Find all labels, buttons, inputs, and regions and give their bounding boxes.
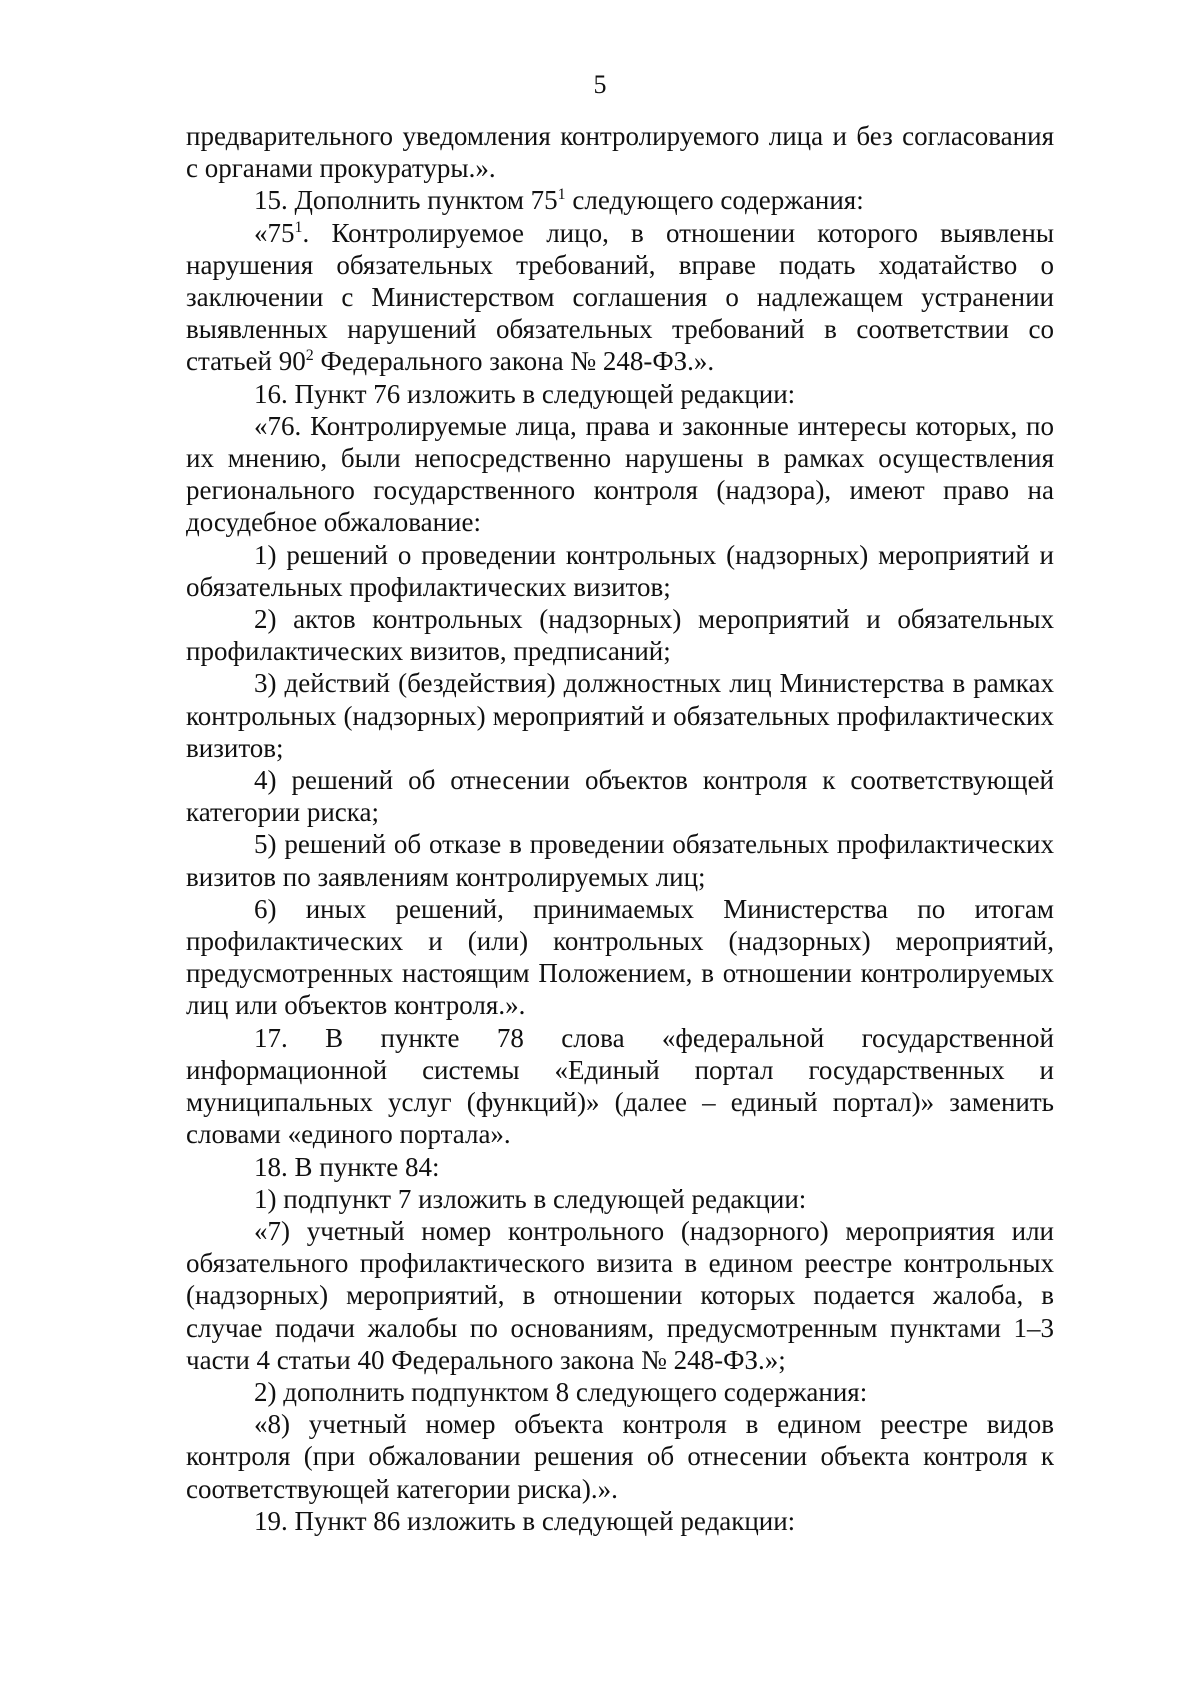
paragraph: «7) учетный номер контрольного (надзорного) мероприятия или обязательного профилактического визита в едином реестре контрольных (надзорных) мероприятий, в отношении которых подается жалоба, в случае подачи жалобы по основаниям, предусмотренным пунктами 1–3 части 4 статьи 40 Федерального закона № 248-ФЗ.»;: [186, 1215, 1054, 1375]
list-item: 2) дополнить подпунктом 8 следующего содержания:: [254, 1376, 868, 1407]
paragraph: «$75^1$. Контролируемое лицо, в отношении которого выявлены нарушения обязательных требований, вправе подать ходатайство о заключении с Министерством соглашения о надлежащем устранении выявленных нарушений обязательных требований в соответствии со статьей $90^2$ Федерального закона № 248-ФЗ.».: [186, 217, 1054, 377]
list-item: 2) актов контрольных (надзорных) мероприятий и обязательных профилактических визитов, предписаний;: [186, 604, 1054, 667]
list-item: 6) иных решений, принимаемых Министерства по итогам профилактических и (или) контрольных (надзорных) мероприятий, предусмотренных настоящим Положением, в отношении контролируемых лиц или объектов контроля.».: [186, 893, 1054, 1021]
paragraph: «76. Контролируемые лица, права и законные интересы которых, по их мнению, были непосредственно нарушены в рамках осуществления регионального государственного контроля (надзора), имеют право на досудебное обжалование:: [186, 410, 1054, 538]
paragraph: 19. Пункт 86 изложить в следующей редакции:: [254, 1505, 796, 1536]
list-item: 4) решений об отнесении объектов контроля к соответствующей категории риска;: [186, 765, 1054, 828]
paragraph: 16. Пункт 76 изложить в следующей редакции:: [254, 378, 796, 409]
document-body: [186, 120, 1054, 1537]
list-item: 1) решений о проведении контрольных (надзорных) мероприятий и обязательных профилактических визитов;: [186, 539, 1054, 602]
list-item: 1) подпункт 7 изложить в следующей редакции:: [254, 1183, 807, 1214]
list-item: 5) решений об отказе в проведении обязательных профилактических визитов по заявлениям контролируемых лиц;: [186, 829, 1054, 892]
page-number: 5: [593, 70, 607, 99]
paragraph: 17. В пункте 78 слова «федеральной государственной информационной системы «Единый портал государственных и муниципальных услуг (функций)» (далее – единый портал)» заменить словами «единого портала».: [186, 1022, 1054, 1150]
paragraph: 18. В пункте 84:: [254, 1151, 440, 1182]
paragraph: предварительного уведомления контролируемого лица и без согласования с органами прокуратуры.».: [186, 121, 1054, 184]
list-item: 3) действий (бездействия) должностных лиц Министерства в рамках контрольных (надзорных) мероприятий и обязательных профилактических визитов;: [186, 668, 1054, 763]
paragraph: 15. Дополнить пунктом $75^1$ следующего содержания:: [254, 185, 864, 216]
paragraph: «8) учетный номер объекта контроля в едином реестре видов контроля (при обжаловании решения об отнесении объекта контроля к соответствующей категории риска).».: [186, 1409, 1054, 1504]
